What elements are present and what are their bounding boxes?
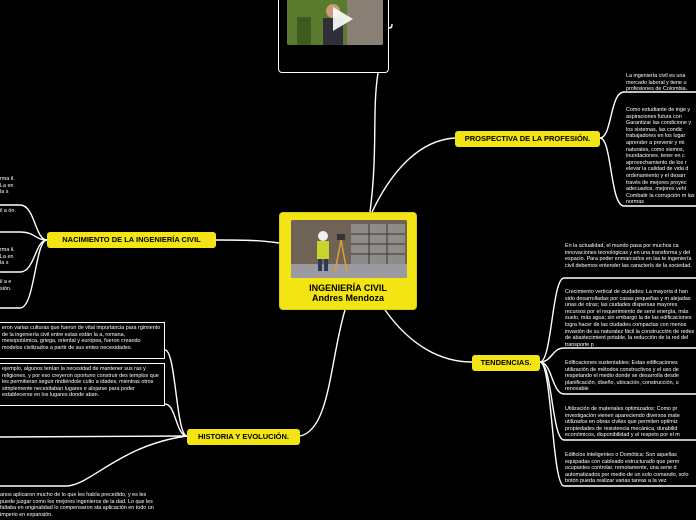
nacimiento-leaf-4[interactable]: il a e sión. <box>0 279 12 292</box>
branch-prospectiva[interactable]: PROSPECTIVA DE LA PROFESIÓN. <box>455 131 600 147</box>
top-title-line2: AREANDINA <box>311 58 356 67</box>
central-image <box>291 220 407 278</box>
tendencias-leaf-5[interactable]: Edificios inteligentes o Domótica: Son aquellas equipadas con cableado estructurado que perm ocupantes controlar, remotamente, una serie d automatizados por medio de un solo comando, solo botón pueda realizar varias tareas a la vez <box>565 452 689 485</box>
central-title <box>280 283 416 303</box>
historia-leaf-1[interactable]: eron varias culturas que fueron de vital importancia para rgimiento de la ingeniería civil entre estas están la a, romana, mesopotámica, griega, oriental y europea, fueron creando modelos civilizados a partir de sus entes necesidades. <box>0 322 165 359</box>
tendencias-leaf-1[interactable]: En la actualidad, el mundo pasa por muchos ca innovaciones tecnológicas y en una transforma y del espacio. Para poder enmarcarlos en las te ingeniería civil debemos entender las caracterís de la sociedad. <box>565 243 692 269</box>
link-nacimiento-leaf3 <box>20 240 47 272</box>
construction-scene-icon <box>291 220 407 278</box>
link-center-nacimiento <box>216 240 279 243</box>
play-icon[interactable] <box>333 7 353 31</box>
central-title-line1: INGENIERÍA CIVIL <box>309 283 387 293</box>
video-thumbnail[interactable] <box>287 0 383 45</box>
tendencias-leaf-2[interactable]: Crecimiento vertical de ciudades: La mayoría d han sido desarrolladas por casas pequeñas y m alejadas unas de otras; las ciudades dispersas mayores recursos por el requerimiento de servi energía, más suelo, más agua; sin embargo la de las edificaciones logra hacer de las ciudades compactas con menos invasión de su naturalez fácil la construcción de redes de abastecimient potable, la reducción de la red del transporte p <box>565 289 695 347</box>
link-center-top <box>370 73 378 212</box>
link-center-prospectiva <box>372 138 455 212</box>
branch-nacimiento[interactable]: NACIMIENTO DE LA INGENIERÍA CIVIL <box>47 232 216 248</box>
link-center-tendencias <box>385 310 472 362</box>
link-top-right <box>389 24 392 28</box>
prospectiva-leaf-2[interactable]: Como estudiante de inge y aspiraciones futura con Garantizar las condicione y los sistemas, las condic trabajadores en los lugar aprender a prevenir y mi naturales, como sismos, inundaciones. tener en c aprovechamiento de los r elevar la calidad de vida d ordenamiento y el desarr través de mejores proyec adecuados, mejores vehí Combatir la corrupción m las normas <box>626 107 695 205</box>
branch-historia[interactable]: HISTORIA Y EVOLUCIÓN. <box>187 429 300 445</box>
top-video-node[interactable] <box>278 0 389 73</box>
link-nacimiento-leaf4 <box>20 240 47 308</box>
top-title-line1: ING. CIVIL <box>315 49 352 58</box>
link-historia-leaf1 <box>165 350 187 436</box>
link-prospectiva-leaf1 <box>600 92 624 138</box>
link-historia-leaf2 <box>165 404 187 436</box>
branch-tendencias[interactable]: TENDENCIAS. <box>472 355 540 371</box>
nacimiento-leaf-2[interactable]: il a ón. <box>0 208 16 214</box>
prospectiva-leaf-1[interactable]: La ingeniería civil es una mercado laboral y tiene u profesiones de Colombia. <box>626 73 688 92</box>
link-tendencias-leaf5 <box>540 362 564 486</box>
central-title-line2: Andres Mendoza <box>311 293 384 303</box>
top-node-title <box>279 49 388 67</box>
tendencias-leaf-3[interactable]: Edificaciones sustentables: Estas edificaciones utilización de métodos constructivos y el uso de respetando el medio donde se desarrolla desde planificación, diseño, ubicación, construcción, u renovable <box>565 360 679 393</box>
historia-leaf-3[interactable]: anos aplicaron mucho de lo que les había precedido, y es les puede juzgar como los mejores ingenieros de la dad. Lo que les faltaba en originalidad lo compensaron sta aplicación en todo un imperio en expansión. <box>0 492 154 518</box>
link-tendencias-leaf1 <box>540 278 564 362</box>
historia-leaf-2[interactable]: ejemplo, algunos tenían la necesidad de mantener sus ras y religiones, y por eso creyeron oportuno construir des templos que les permitieran seguir rindiéndole culto a idades, mientras otros simplemente necesitaban lugares e alojarse para poder establecerse en los lugares donde aban. <box>0 363 165 406</box>
nacimiento-leaf-1[interactable]: rma il. La en la s <box>0 176 15 196</box>
link-center-historia <box>300 310 345 436</box>
central-topic[interactable] <box>279 212 417 310</box>
link-historia-leaf3 <box>66 436 187 486</box>
nacimiento-leaf-3[interactable]: rma il. La en la s <box>0 247 15 267</box>
tendencias-leaf-4[interactable]: Utilización de materiales optimizados: Como pr investigación vienen apareciendo diversos mate utilizados en obras civiles que permiten optimiz propiedades de resistencia mecánica, durabilid económicos, disponibilidad y el respeto por el m <box>565 406 680 439</box>
link-prospectiva-leaf2 <box>600 138 624 206</box>
